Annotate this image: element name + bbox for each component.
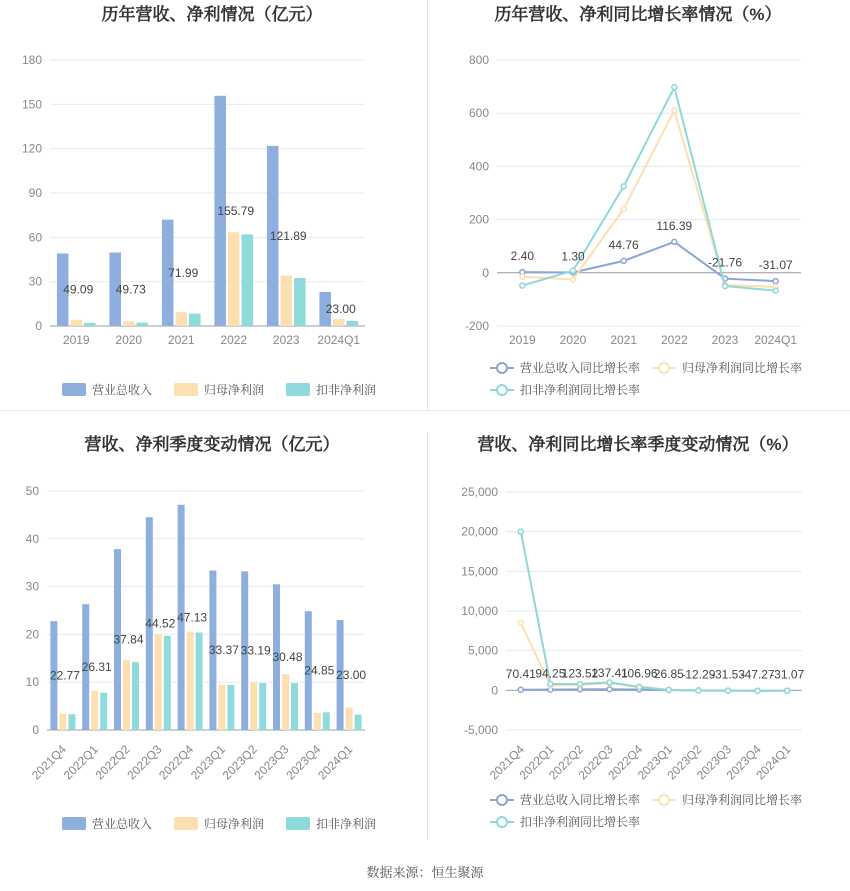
quarterly-bar-data-label: 44.52 [145,616,176,631]
quarterly-bar-legend-label: 营业总收入 [92,817,153,831]
quarterly-bar-y-tick-label: 40 [25,531,39,546]
annual-bar-x-tick-label: 2023 [272,333,300,347]
annual-line-title: 历年营收、净利同比增长率情况（%） [494,5,782,24]
quarterly-line-x-tick-label: 2023Q3 [694,742,735,783]
quarterly-line-title: 营收、净利同比增长率季度变动情况（%） [477,435,799,454]
annual-bar-bar [175,312,187,326]
quarterly-line-x-tick-label: 2022Q2 [546,742,587,783]
quarterly-bar-bar [346,708,353,730]
quarterly-bar-data-label: 26.31 [81,660,112,675]
annual-bar-y-tick-label: 60 [28,230,42,245]
quarterly-line-point [518,529,523,534]
annual-bar-y-tick-label: 150 [21,97,42,112]
quarterly-line-legend-label: 营业总收入同比增长率 [520,793,641,807]
annual-line-data-label: 2.40 [510,249,535,264]
quarterly-line-point [548,681,553,686]
annual-line-point [773,279,778,284]
annual-bar-data-label: 49.73 [115,282,146,297]
quarterly-bar-title: 营收、净利季度变动情况（亿元） [84,435,340,454]
annual-line-data-label: 116.39 [656,218,693,233]
annual-bar-legend-swatch [174,383,198,396]
quarterly-line-x-tick-label: 2024Q1 [753,742,794,783]
quarterly-line-legend-marker [659,795,669,805]
quarterly-line-x-tick-label: 2022Q4 [605,742,646,783]
quarterly-line-y-tick-label: 25,000 [461,485,498,499]
quarterly-line-point [785,688,790,693]
annual-bar-bar [137,323,149,326]
quarterly-line-data-label: 70.41 [505,666,536,681]
annual-line-legend-marker [497,385,507,395]
annual-bar-data-label: 49.09 [63,282,94,297]
quarterly-line-y-tick-label: 20,000 [461,524,498,539]
quarterly-bar-data-label: 47.13 [177,610,208,625]
quarterly-bar-data-label: 37.84 [113,632,144,647]
quarterly-bar-x-tick-label: 2023Q4 [283,742,324,783]
annual-bar-x-tick-label: 2022 [220,333,248,347]
quarterly-line-point [666,687,671,692]
quarterly-line-y-tick-label: -5,000 [463,723,498,737]
quarterly-line-y-tick-label: 5,000 [467,643,498,658]
quarterly-bar-bar [355,715,362,730]
annual-bar-data-label: 121.89 [269,228,307,243]
annual-bar-legend-label: 营业总收入 [92,383,153,397]
annual-line-legend-marker [497,363,507,373]
annual-bar-x-tick-label: 2019 [62,333,90,347]
annual-bar-legend-swatch [286,383,310,396]
annual-bar-y-tick-label: 0 [35,319,42,333]
quarterly-bar-data-label: 23.00 [336,668,367,683]
quarterly-line-data-label: -12.29 [681,667,716,682]
quarterly-line-data-label: 106.96 [620,666,658,681]
annual-bar-y-tick-label: 30 [28,274,42,289]
annual-line-point [571,277,576,282]
quarterly-bar-bar [155,634,162,730]
annual-line-point [520,274,525,279]
annual-bar-bar [242,234,254,326]
annual-bar-y-tick-label: 120 [21,141,42,156]
quarterly-bar-bar [218,685,225,730]
quarterly-bar-legend-swatch [286,817,310,830]
annual-line-y-tick-label: 600 [468,106,489,121]
annual-bar-bar [189,314,201,326]
quarterly-bar-y-tick-label: 30 [25,579,39,594]
quarterly-line-legend-marker [497,817,507,827]
annual-bar-x-tick-label: 2024Q1 [317,333,361,347]
annual-bar-y-tick-label: 180 [21,53,42,67]
quarterly-bar-bar [314,713,321,730]
quarterly-bar-bar [123,660,130,730]
annual-line-data-label: -31.07 [758,258,793,273]
annual-line-y-tick-label: 800 [468,53,489,67]
quarterly-bar-data-label: 30.48 [272,650,303,665]
annual-bar-data-label: 71.99 [168,265,199,280]
quarterly-bar-bar [100,693,107,730]
annual-bar-bar [333,319,345,326]
annual-line-point [621,184,626,189]
quarterly-line-x-tick-label: 2021Q4 [486,742,527,783]
annual-bar-legend-label: 扣非净利润 [316,383,377,397]
annual-line-legend-label: 扣非净利润同比增长率 [520,383,641,397]
annual-bar-bar [123,321,135,326]
quarterly-bar-bar [227,685,234,730]
quarterly-bar-x-tick-label: 2023Q2 [219,742,260,783]
annual-bar-title: 历年营收、净利情况（亿元） [101,5,323,24]
annual-line-legend-marker [659,363,669,373]
annual-line-x-tick-label: 2024Q1 [754,333,798,347]
quarterly-bar-bar [250,683,257,730]
quarterly-line-x-tick-label: 2022Q1 [516,742,557,783]
quarterly-bar-y-tick-label: 20 [25,627,39,642]
annual-line-data-label: 44.76 [608,237,639,252]
vertical-divider-lower [427,432,428,840]
annual-line-point [571,268,576,273]
quarterly-line-data-label: 26.85 [653,667,684,682]
annual-line-x-tick-label: 2021 [610,333,638,347]
quarterly-line-x-tick-label: 2022Q3 [575,742,616,783]
quarterly-bar-bar [91,691,98,730]
quarterly-line-data-label: 94.25 [535,666,566,681]
quarterly-bar-bar [291,683,298,730]
quarterly-line-legend-marker [497,795,507,805]
quarterly-bar-bar [59,714,66,730]
quarterly-bar-bar [259,683,266,730]
annual-bar-bar [228,232,240,326]
vertical-divider [427,0,428,410]
quarterly-bar-legend-label: 归母净利润 [204,817,265,831]
quarterly-bar-bar [282,674,289,730]
annual-line-point [672,239,677,244]
quarterly-bar-x-tick-label: 2022Q4 [156,742,197,783]
annual-bar-y-tick-label: 90 [28,186,42,200]
annual-line-point [621,206,626,211]
quarterly-line-point [607,680,612,685]
quarterly-line-legend-label: 扣非净利润同比增长率 [520,815,641,829]
annual-bar-x-tick-label: 2021 [167,333,195,347]
annual-line-data-label: 1.30 [561,249,585,264]
quarterly-bar-y-tick-label: 10 [25,675,39,690]
quarterly-line-point [578,681,583,686]
annual-bar-bar [294,278,306,326]
quarterly-line-y-tick-label: 10,000 [461,604,498,618]
quarterly-line-point [755,688,760,693]
annual-line-point [621,258,626,263]
quarterly-bar-bar [187,632,194,730]
annual-line-legend-label: 营业总收入同比增长率 [520,361,641,375]
quarterly-bar-x-tick-label: 2021Q4 [28,742,70,783]
quarterly-line-x-tick-label: 2023Q2 [664,742,705,783]
annual-line-legend-label: 归母净利润同比增长率 [682,361,803,375]
quarterly-bar-y-tick-label: 0 [32,723,39,737]
quarterly-bar-bar [323,712,330,730]
annual-bar-legend-label: 归母净利润 [204,383,265,397]
quarterly-bar-bar [68,714,75,730]
quarterly-bar-y-tick-label: 50 [25,484,39,498]
annual-bar-bar [84,323,96,326]
annual-line-x-tick-label: 2023 [711,333,739,347]
quarterly-bar-x-tick-label: 2023Q1 [187,742,229,783]
quarterly-line-y-tick-label: 15,000 [461,564,498,579]
quarterly-line-data-label: 137.41 [591,666,628,681]
quarterly-bar-x-tick-label: 2022Q3 [124,742,165,783]
quarterly-bar-data-label: 22.77 [49,668,80,683]
quarterly-line-y-tick-label: 0 [491,683,498,698]
annual-line-x-tick-label: 2020 [559,333,587,347]
quarterly-bar-bar [196,632,203,730]
data-source-label: 数据来源：恒生聚源 [366,865,484,880]
quarterly-line-point [637,685,642,690]
quarterly-line-x-tick-label: 2023Q4 [723,742,764,783]
annual-bar-bar [70,320,82,326]
quarterly-bar-x-tick-label: 2022Q1 [60,742,101,783]
annual-bar-legend-swatch [62,383,86,396]
annual-bar-data-label: 23.00 [325,302,356,317]
quarterly-line-point [726,688,731,693]
annual-line-y-tick-label: -200 [464,319,489,333]
quarterly-bar-bar [164,636,171,730]
horizontal-divider [0,410,850,411]
quarterly-bar-data-label: 24.85 [304,663,335,678]
quarterly-bar-data-label: 33.19 [240,643,271,658]
annual-bar-bar [347,321,359,326]
quarterly-line-point [518,687,523,692]
annual-line-y-tick-label: 200 [468,212,489,227]
annual-line-point [520,283,525,288]
quarterly-line-point [696,688,701,693]
quarterly-bar-legend-swatch [62,817,86,830]
quarterly-line-data-label: -31.07 [770,667,805,682]
quarterly-bar-bar [132,662,139,730]
annual-line-y-tick-label: 0 [482,265,489,280]
annual-line-data-label: -21.76 [707,255,743,270]
quarterly-line-point [518,620,523,625]
annual-line-point [723,284,728,289]
quarterly-bar-x-tick-label: 2024Q1 [315,742,356,783]
quarterly-bar-legend-swatch [174,817,198,830]
quarterly-line-data-label: -31.53 [710,667,746,682]
annual-bar-bar [280,275,292,326]
quarterly-bar-data-label: 33.37 [208,643,239,658]
annual-line-point [672,108,677,113]
annual-line-x-tick-label: 2019 [508,333,536,347]
quarterly-bar-x-tick-label: 2023Q3 [251,742,292,783]
quarterly-line-point [607,687,612,692]
annual-line-x-tick-label: 2022 [660,333,688,347]
annual-line-point [672,85,677,90]
quarterly-line-data-label: -47.27 [740,667,775,682]
quarterly-bar-legend-label: 扣非净利润 [316,817,377,831]
annual-bar-data-label: 155.79 [217,203,255,218]
annual-line-point [773,288,778,293]
quarterly-line-data-label: 123.52 [561,666,599,681]
quarterly-line-x-tick-label: 2023Q1 [634,742,675,783]
annual-line-y-tick-label: 400 [468,159,489,174]
quarterly-bar-x-tick-label: 2022Q2 [92,742,133,783]
annual-bar-x-tick-label: 2020 [115,333,143,347]
quarterly-line-legend-label: 归母净利润同比增长率 [682,793,803,807]
